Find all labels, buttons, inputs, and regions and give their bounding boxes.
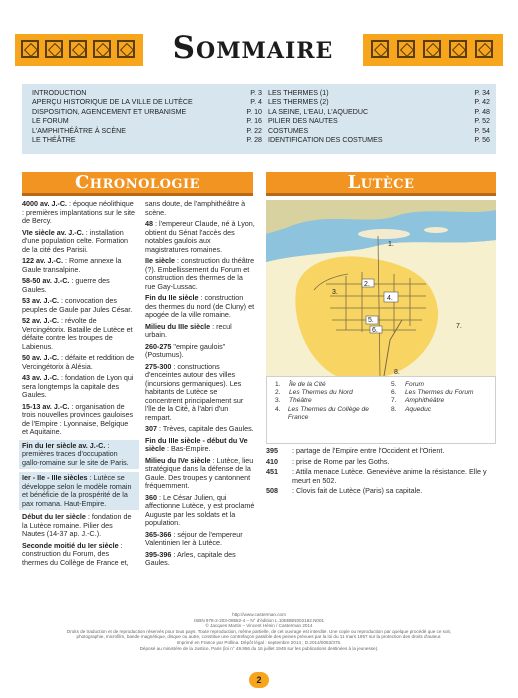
map-label-5: 5. xyxy=(368,317,374,324)
map-legend xyxy=(266,376,496,444)
toc-entry[interactable] xyxy=(32,127,262,136)
ornament-icon xyxy=(449,40,467,58)
event-date: 451 xyxy=(266,467,278,476)
chronology-text: : guerre des Gaules. xyxy=(22,276,110,294)
chronology-entry xyxy=(145,323,255,340)
chronology-date: Début du Ier siècle xyxy=(22,512,86,521)
toc-entry-label: LA SEINE, L'EAU, L'AQUEDUC xyxy=(268,107,369,116)
legend-column-left xyxy=(275,381,383,422)
ornament-icon xyxy=(21,40,39,58)
chronology-entry xyxy=(145,457,255,491)
legend-item xyxy=(275,389,383,397)
chronology-entry xyxy=(145,551,255,568)
table-of-contents xyxy=(22,84,496,154)
ornament-icon xyxy=(423,40,441,58)
ornament-icon xyxy=(45,40,63,58)
chronology-date: Ier - IIe - IIIe siècles xyxy=(22,473,88,482)
chronology-entry xyxy=(145,437,255,454)
toc-entry-page: P. 54 xyxy=(474,126,490,135)
ornament-icon xyxy=(69,40,87,58)
ornament-icon xyxy=(397,40,415,58)
event-text: : partage de l'Empire entre l'Occident et l'Orient. xyxy=(292,446,445,455)
event-entry xyxy=(266,487,496,496)
map-label-3: 3. xyxy=(332,289,338,296)
chronology-text: : premières traces d'occupation gallo-romaine sur le site de Paris. xyxy=(22,440,129,467)
ornament-icon xyxy=(117,40,135,58)
event-text: : Clovis fait de Lutèce (Paris) sa capitale. xyxy=(292,486,423,495)
chronology-entry xyxy=(19,472,139,510)
map-label-1: 1. xyxy=(388,241,394,248)
chronology-date: 4000 av. J.-C. xyxy=(22,199,68,208)
decorative-band-left xyxy=(15,34,143,66)
legend-number: 7. xyxy=(391,397,397,405)
chronology-text: "empire gaulois" (Postumus). xyxy=(145,341,226,359)
chronology-entry xyxy=(19,440,139,470)
chronology-date: 365-366 xyxy=(145,529,172,539)
colophon-line: http://www.casterman.com xyxy=(232,612,286,617)
ile-de-la-cite xyxy=(358,229,410,239)
map-svg xyxy=(266,200,496,376)
toc-entry-page: P. 22 xyxy=(246,126,262,135)
chronology-date: Fin du Ier siècle av. J.-C. xyxy=(22,440,106,450)
map-label-8: 8. xyxy=(394,369,400,376)
chronology-date: 48 xyxy=(145,219,153,228)
chronology-text: : l'empereur Claude, né à Lyon, obtient du Sénat l'accès des notables gaulois aux magistratures romaines. xyxy=(145,219,255,254)
legend-item xyxy=(275,397,383,405)
late-events-list xyxy=(266,447,496,498)
chronology-date: 43 av. J.-C. xyxy=(22,373,60,382)
toc-entry-label: PILIER DES NAUTES xyxy=(268,117,338,126)
chronology-entry xyxy=(22,257,136,274)
chronology-entry xyxy=(22,317,136,351)
toc-entry-page: P. 48 xyxy=(474,107,490,116)
toc-column-left xyxy=(32,89,262,145)
chronology-text: : construction du théâtre (?). Embellissement du Forum et construction des thermes de la rue Gay-Lussac. xyxy=(145,256,255,291)
toc-entry[interactable] xyxy=(32,89,262,98)
toc-entry[interactable] xyxy=(268,108,490,117)
legend-number: 8. xyxy=(391,405,397,413)
toc-column-right xyxy=(268,89,490,145)
toc-entry-page: P. 3 xyxy=(250,89,262,97)
legend-number: 4. xyxy=(275,405,281,413)
event-entry xyxy=(266,458,496,467)
toc-entry-page: P. 16 xyxy=(246,117,262,126)
chronology-text: : Arles, capitale des Gaules. xyxy=(145,549,236,567)
toc-entry-page: P. 52 xyxy=(474,117,490,126)
colophon-line: ISBN 978-2-203-08582-4 – N° d'édition L.10EBBN002162.N001 xyxy=(193,617,325,623)
chronology-text: : Le César Julien, qui affectionne Lutèce, y est proclamé Auguste par les soldats et la population. xyxy=(145,492,255,527)
chronology-text: : Trèves, capitale des Gaules. xyxy=(157,424,254,433)
page-title: Sommaire xyxy=(172,30,334,66)
toc-entry[interactable] xyxy=(32,108,262,117)
chronology-entry xyxy=(22,229,136,255)
chronology-text: : défaite et reddition de Vercingétorix à Alésia. xyxy=(22,353,135,371)
chronologie-header xyxy=(22,172,253,196)
legend-text: Amphithéâtre xyxy=(405,397,445,405)
chronology-entry xyxy=(22,374,136,400)
lutece-header xyxy=(266,172,496,196)
legend-text: Forum xyxy=(405,381,425,388)
legend-text: Île de la Cité xyxy=(289,381,326,388)
chronology-date: VIe siècle av. J.-C. xyxy=(22,227,84,237)
decorative-band-right xyxy=(363,34,503,66)
chronology-text: : installation d'une population celte. Formation de la cité des Parisii. xyxy=(22,227,129,254)
toc-entry-label: LES THERMES (1) xyxy=(268,89,329,97)
chronology-date: Seconde moitié du Ier siècle xyxy=(22,540,119,550)
chronology-text: : construction des thermes du nord (de Cluny) et apogée de la ville romaine. xyxy=(145,293,255,319)
chronology-date: 15-13 av. J.-C. xyxy=(22,401,70,411)
legend-item xyxy=(391,397,491,405)
chronology-entry xyxy=(22,513,136,539)
chronology-entry xyxy=(22,297,136,314)
chronology-text: : organisation de trois nouvelles provinces gauloises de l'Empire : Lyonnaise, Belgique et Aquitaine. xyxy=(22,401,134,436)
chronology-entry xyxy=(145,425,255,434)
chronology-date: 395-396 xyxy=(145,549,172,559)
island xyxy=(424,227,448,233)
colophon-line: Déposé au ministère de la Justice, Paris (loi n° 49.956 du 16 juillet 1949 sur les publications destinées à la jeunesse). xyxy=(139,645,379,651)
chronology-entry xyxy=(145,531,255,548)
chronology-text: : construction du Forum, des thermes du Collège de France et, xyxy=(22,540,129,567)
legend-number: 3. xyxy=(275,397,281,405)
toc-entry[interactable] xyxy=(268,136,490,145)
colophon-line: Droits de traduction et de reproduction réservés pour tous pays. Toute reproduction, même partielle, de cet ouvrage est interdite. Une copie ou reproduction par quelque procédé que ce soit, photographie, microfilm, bande magnétique, disque ou autre, constitue une contrefaçon passible des peines prévues par la loi du 11 mars 1957 sur la protection des droits d'auteur. xyxy=(66,628,452,640)
toc-entry-label: INTRODUCTION xyxy=(32,89,87,97)
chronology-column-1 xyxy=(22,200,136,570)
legend-item xyxy=(391,389,491,397)
chronology-text: : recul urbain. xyxy=(145,321,232,339)
chronology-date: IIe siècle xyxy=(145,256,175,265)
toc-entry-label: APERÇU HISTORIQUE DE LA VILLE DE LUTÈCE xyxy=(32,98,193,107)
chronology-entry xyxy=(145,343,255,360)
chronology-date: 275-300 xyxy=(145,361,172,371)
legend-number: 2. xyxy=(275,389,281,397)
chronology-date: Milieu du IVe siècle xyxy=(145,455,211,465)
toc-entry-label: L'AMPHITHÉÂTRE À SCÈNE xyxy=(32,126,126,135)
chronology-text: : fondation de la Lutèce romaine. Pilier des Nautes (14-37 ap. J.-C.). xyxy=(22,512,132,538)
legend-text: Aqueduc xyxy=(405,405,432,413)
legend-item xyxy=(275,381,383,389)
chronology-date: Milieu du IIIe siècle xyxy=(145,321,211,331)
legend-text: Théâtre xyxy=(289,397,312,405)
section-heading: Lutèce xyxy=(347,172,415,193)
chronology-text: : Lutèce, lieu stratégique dans la défense de la Gaule. Des troupes y cantonnent fréquemment. xyxy=(145,455,254,490)
legend-item xyxy=(391,406,491,414)
toc-entry[interactable] xyxy=(268,117,490,126)
legend-item xyxy=(275,406,383,422)
toc-entry[interactable] xyxy=(268,89,490,98)
map-label-7: 7. xyxy=(456,323,462,330)
toc-entry-label: LES THERMES (2) xyxy=(268,98,329,107)
legend-column-right xyxy=(391,381,491,414)
map-label-6: 6. xyxy=(372,327,378,334)
lutece-map xyxy=(266,200,496,376)
chronology-entry xyxy=(145,363,255,423)
chronology-date: 52 av. J.-C. xyxy=(22,316,60,325)
chronology-date: 260-275 xyxy=(145,341,172,351)
chronology-entry xyxy=(145,294,255,320)
chronology-text: : fondation de Lyon qui sera longtemps la capitale des Gaules. xyxy=(22,373,134,399)
chronology-entry xyxy=(22,277,136,294)
chronology-date: 360 xyxy=(145,492,157,502)
chronology-text: : Lutèce se développe selon le modèle romain et bénéficie de la prospérité de la pax romana. Haut-Empire. xyxy=(22,473,132,508)
section-heading: Chronologie xyxy=(74,172,200,193)
chronology-date: Fin du IIe siècle xyxy=(145,293,199,302)
chronology-text: : convocation des peuples de Gaule par Jules César. xyxy=(22,296,133,314)
event-text: : prise de Rome par les Goths. xyxy=(292,456,390,466)
chronology-date: 307 xyxy=(145,424,157,433)
legend-number: 6. xyxy=(391,389,397,397)
toc-entry-page: P. 28 xyxy=(246,136,262,145)
chronology-text: : constructions d'enceintes autour des villes (incursions germaniques). Les habitants de Lutèce se concentrent principalement sur l'île de la Cité, à l'abri d'un rempart. xyxy=(145,361,244,422)
chronology-column-2 xyxy=(145,200,255,571)
toc-entry-page: P. 56 xyxy=(474,136,490,145)
ornament-icon xyxy=(93,40,111,58)
chronology-entry xyxy=(22,403,136,437)
toc-entry-label: IDENTIFICATION DES COSTUMES xyxy=(268,136,383,145)
legend-text: Les Thermes du Collège de France xyxy=(287,405,369,421)
event-date: 410 xyxy=(266,456,278,466)
chronology-date: 50 av. J.-C. xyxy=(22,353,60,362)
toc-entry[interactable] xyxy=(268,127,490,136)
colophon-line: © Jacques Martin – Vincent Hénin / Casterman 2014 xyxy=(205,623,313,629)
chronology-text: sans doute, de l'amphithéâtre à scène. xyxy=(145,199,246,217)
toc-entry[interactable] xyxy=(32,117,262,126)
event-date: 508 xyxy=(266,486,278,495)
chronology-date: 53 av. J.-C. xyxy=(22,296,60,305)
chronology-date: Fin du IIIe siècle - début du Ve siècle xyxy=(145,435,248,453)
toc-entry-page: P. 42 xyxy=(474,98,490,107)
toc-entry[interactable] xyxy=(32,98,262,107)
title-banner xyxy=(15,30,503,66)
legend-text: Les Thermes du Nord xyxy=(289,389,353,397)
legend-item xyxy=(391,381,491,389)
chronology-entry xyxy=(145,220,255,254)
chronology-entry xyxy=(145,200,255,217)
chronology-text: : époque néolithique : premières implantations sur le site de Bercy. xyxy=(22,199,136,225)
chronology-text: : Bas-Empire. xyxy=(164,444,211,453)
toc-entry[interactable] xyxy=(32,136,262,145)
legend-number: 1. xyxy=(275,381,281,388)
legend-text: Les Thermes du Forum xyxy=(405,389,474,397)
map-label-4: 4. xyxy=(387,295,393,302)
chronology-entry xyxy=(145,494,255,528)
event-date: 395 xyxy=(266,446,278,455)
toc-entry-label: LE FORUM xyxy=(32,117,69,126)
colophon-line: Imprimé en France par Pollina. Dépôt légal : septembre 2014 ; D.2014/0053/375. xyxy=(176,639,342,645)
chronology-date: 58-50 av. J.-C. xyxy=(22,276,70,285)
page-number: 2 xyxy=(249,672,269,688)
chronology-entry xyxy=(22,354,136,371)
toc-entry-page: P. 34 xyxy=(474,89,490,97)
chronology-text: : séjour de l'empereur Valentinien Ier à Lutèce. xyxy=(145,529,243,547)
event-entry xyxy=(266,447,496,456)
legend-number: 5. xyxy=(391,381,397,388)
toc-entry[interactable] xyxy=(268,98,490,107)
chronology-entry xyxy=(22,200,136,226)
colophon xyxy=(60,612,458,651)
toc-entry-label: DISPOSITION, AGENCEMENT ET URBANISME xyxy=(32,107,187,116)
event-text: : Attila menace Lutèce. Geneviève anime la résistance. Elle y meurt en 502. xyxy=(292,467,487,485)
toc-entry-label: COSTUMES xyxy=(268,126,309,135)
ornament-icon xyxy=(475,40,493,58)
chronology-date: 122 av. J.-C. xyxy=(22,256,64,265)
ornament-icon xyxy=(371,40,389,58)
toc-entry-label: LE THÉÂTRE xyxy=(32,136,76,145)
map-label-2: 2. xyxy=(364,281,370,288)
chronology-entry xyxy=(22,542,136,568)
chronology-entry xyxy=(145,257,255,291)
chronology-text: : révolte de Vercingétorix. Bataille de Lutèce et défaite contre les troupes de Labienus. xyxy=(22,316,133,351)
event-entry xyxy=(266,468,496,485)
toc-entry-page: P. 4 xyxy=(250,98,262,107)
chronology-text: : Rome annexe la Gaule transalpine. xyxy=(22,256,122,274)
toc-entry-page: P. 10 xyxy=(246,107,262,116)
